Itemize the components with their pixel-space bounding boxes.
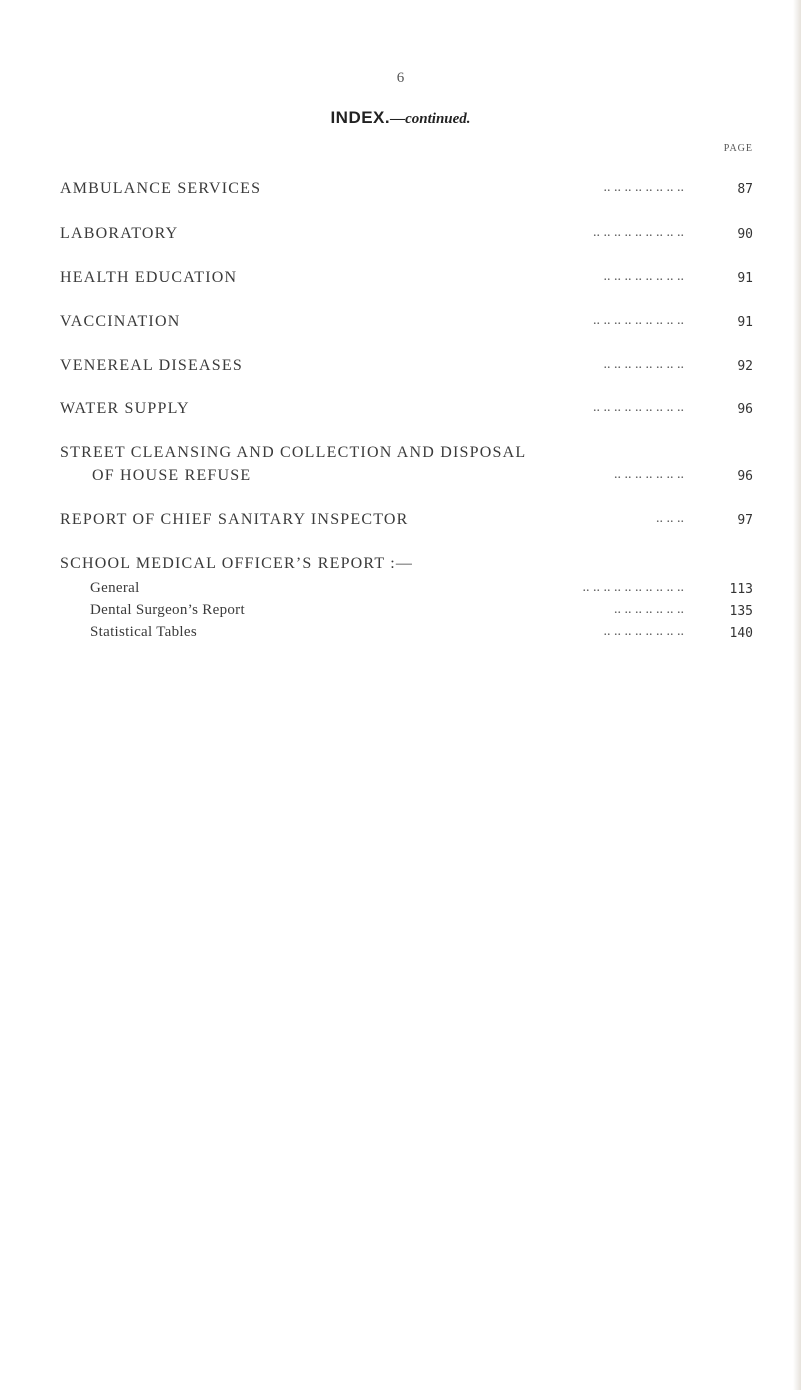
dot-leader: .. .. .. .. .. .. .. ..: [603, 357, 684, 372]
page-column-label: PAGE: [723, 143, 753, 154]
entry-page-number: 96: [737, 402, 753, 417]
entry-label: Dental Surgeon’s Report: [90, 602, 245, 618]
dot-leader: .. .. .. .. .. .. ..: [614, 602, 684, 617]
index-title: [0, 108, 801, 128]
entry-label: REPORT OF CHIEF SANITARY INSPECTOR: [60, 511, 409, 528]
dot-leader: .. .. ..: [656, 511, 684, 526]
entry-label: WATER SUPPLY: [60, 400, 190, 417]
entry-label: LABORATORY: [60, 225, 179, 242]
entry-label: VENEREAL DISEASES: [60, 357, 243, 374]
dot-leader: .. .. .. .. .. .. ..: [614, 467, 684, 482]
index-entry-ambulance-services[interactable]: [60, 180, 684, 198]
entry-page-number: 90: [737, 227, 753, 242]
index-entry-health-education[interactable]: [60, 269, 684, 287]
index-entry-house-refuse[interactable]: [92, 467, 684, 485]
index-entry-water-supply[interactable]: [60, 400, 684, 418]
index-entry-vaccination[interactable]: [60, 313, 684, 331]
entry-page-number: 91: [737, 315, 753, 330]
index-subentry-statistical-tables[interactable]: [90, 624, 684, 641]
entry-label: SCHOOL MEDICAL OFFICER’S REPORT :—: [60, 555, 414, 572]
entry-page-number: 140: [729, 626, 753, 641]
index-entry-venereal-diseases[interactable]: [60, 357, 684, 375]
entry-label: General: [90, 580, 140, 596]
dot-leader: .. .. .. .. .. .. .. .. ..: [593, 313, 684, 328]
entry-label: OF HOUSE REFUSE: [92, 467, 252, 484]
entry-page-number: 91: [737, 271, 753, 286]
index-entry-street-cleansing[interactable]: [60, 444, 760, 462]
entry-page-number: 97: [737, 513, 753, 528]
index-entry-chief-sanitary-inspector[interactable]: [60, 511, 684, 529]
index-title-continued: —continued.: [390, 111, 471, 127]
entry-label: AMBULANCE SERVICES: [60, 180, 262, 197]
page-number: 6: [396, 70, 405, 86]
entry-label: Statistical Tables: [90, 624, 197, 640]
entry-page-number: 92: [737, 359, 753, 374]
dot-leader: .. .. .. .. .. .. .. ..: [603, 269, 684, 284]
entry-page-number: 96: [737, 469, 753, 484]
index-subentry-dental-surgeon[interactable]: [90, 602, 684, 619]
dot-leader: .. .. .. .. .. .. .. ..: [603, 624, 684, 639]
entry-page-number: 113: [729, 582, 753, 597]
entry-label: VACCINATION: [60, 313, 181, 330]
index-subentry-general[interactable]: [90, 580, 684, 597]
entry-page-number: 87: [737, 182, 753, 197]
index-entry-laboratory[interactable]: [60, 225, 684, 243]
dot-leader: .. .. .. .. .. .. .. .. .. ..: [582, 580, 684, 595]
page-edge-shadow: [793, 0, 801, 1390]
dot-leader: .. .. .. .. .. .. .. .. ..: [593, 400, 684, 415]
entry-page-number: 135: [729, 604, 753, 619]
dot-leader: .. .. .. .. .. .. .. ..: [603, 180, 684, 195]
index-entry-school-medical-officer[interactable]: [60, 555, 760, 573]
entry-label: HEALTH EDUCATION: [60, 269, 238, 286]
entry-label: STREET CLEANSING AND COLLECTION AND DISPOSAL: [60, 444, 527, 461]
index-title-main: INDEX.: [330, 108, 391, 127]
dot-leader: .. .. .. .. .. .. .. .. ..: [593, 225, 684, 240]
